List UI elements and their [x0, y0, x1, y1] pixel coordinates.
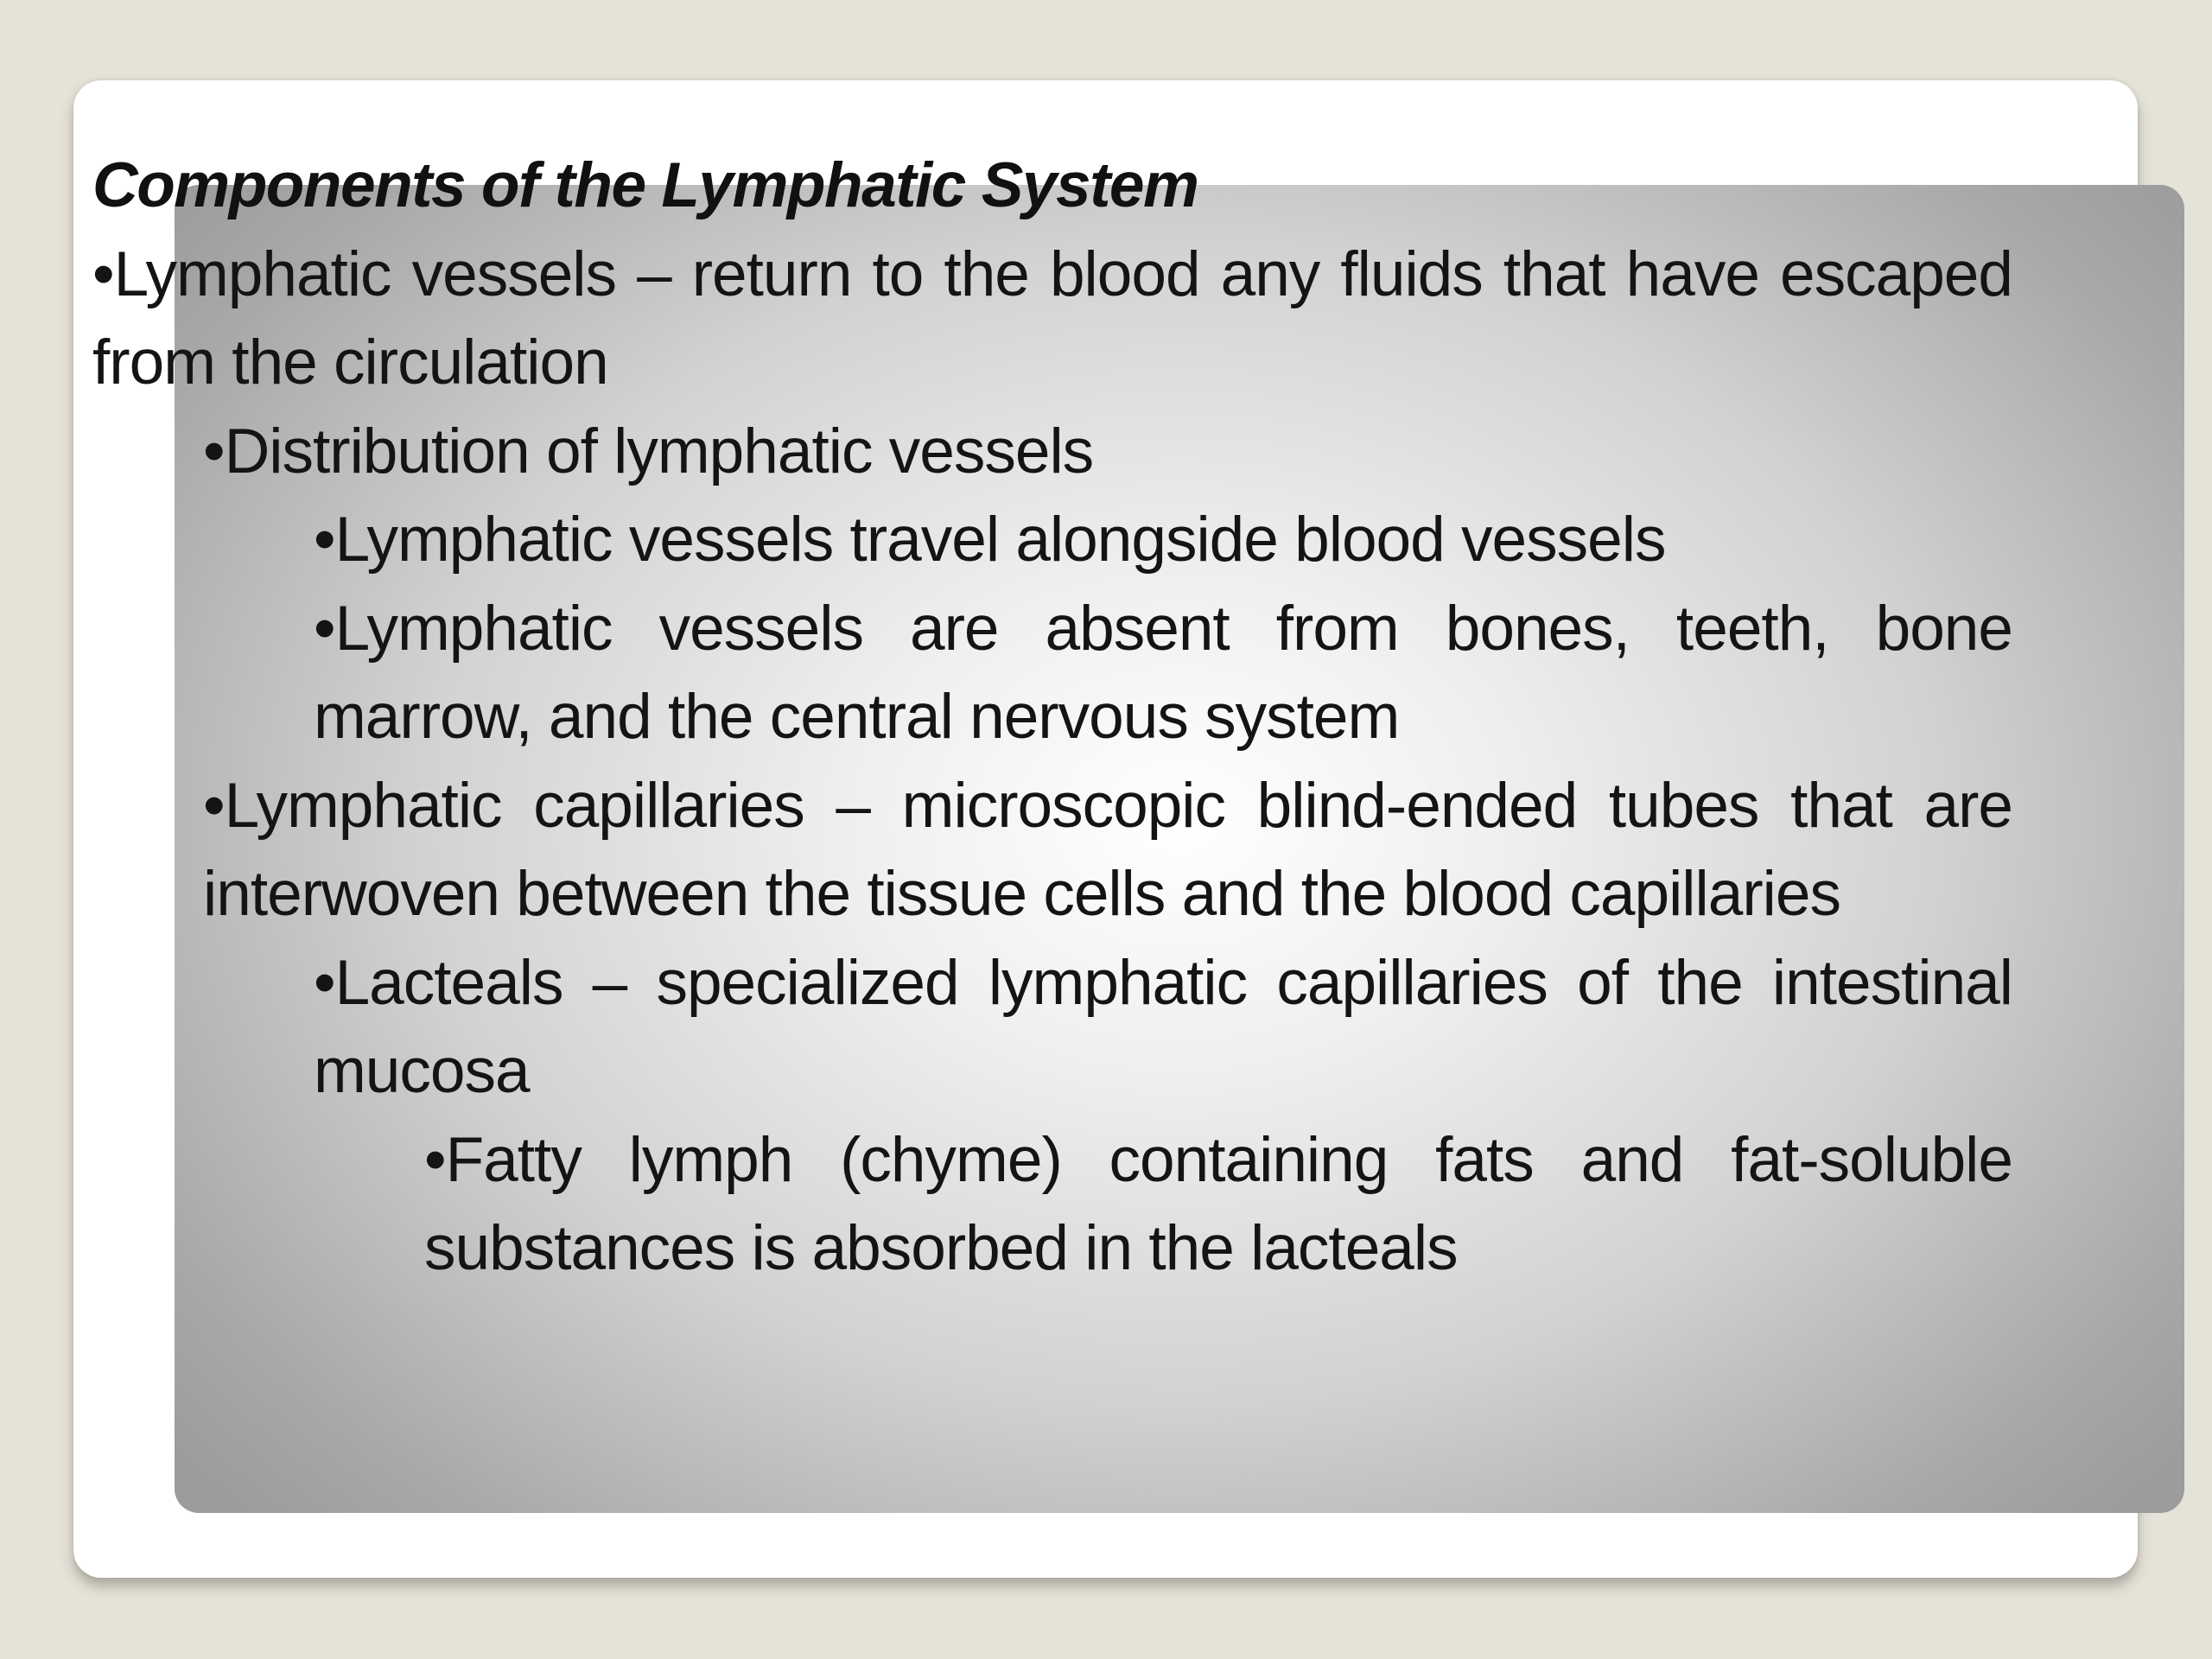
- bullet-text: Lymphatic vessels are absent from bones, teeth, bone marrow, and the central nervous system: [314, 593, 2012, 752]
- bullet-dot-icon: •: [424, 1124, 446, 1195]
- bullet-lymphatic-capillaries: [92, 762, 2012, 939]
- bullet-text: Lacteals – specialized lymphatic capillaries of the intestinal mucosa: [314, 947, 2012, 1106]
- slide-text-body: [92, 142, 2012, 1294]
- bullet-lymphatic-vessels: [92, 231, 2012, 408]
- bullet-absent-from: [92, 585, 2012, 762]
- bullet-dot-icon: •: [203, 416, 225, 486]
- bullet-text: Distribution of lymphatic vessels: [224, 416, 1094, 486]
- bullet-fatty-lymph: [92, 1116, 2012, 1294]
- bullet-distribution: [92, 408, 2012, 497]
- bullet-lacteals: [92, 939, 2012, 1116]
- bullet-text: Fatty lymph (chyme) containing fats and fat-soluble substances is absorbed in the lacteals: [424, 1124, 2012, 1283]
- bullet-dot-icon: •: [314, 947, 335, 1018]
- bullet-text: Lymphatic vessels travel alongside blood vessels: [334, 505, 1666, 575]
- bullet-text: Lymphatic capillaries – microscopic blind-ended tubes that are interwoven between the tissue cells and the blood capillaries: [203, 770, 2012, 929]
- bullet-dot-icon: •: [203, 770, 225, 841]
- slide-title: Components of the Lymphatic System: [92, 150, 1198, 220]
- bullet-text: Lymphatic vessels – return to the blood any fluids that have escaped from the circulation: [92, 238, 2012, 397]
- bullet-dot-icon: •: [314, 505, 335, 575]
- bullet-travel-alongside: [92, 496, 2012, 585]
- bullet-dot-icon: •: [314, 593, 335, 664]
- bullet-dot-icon: •: [92, 238, 114, 309]
